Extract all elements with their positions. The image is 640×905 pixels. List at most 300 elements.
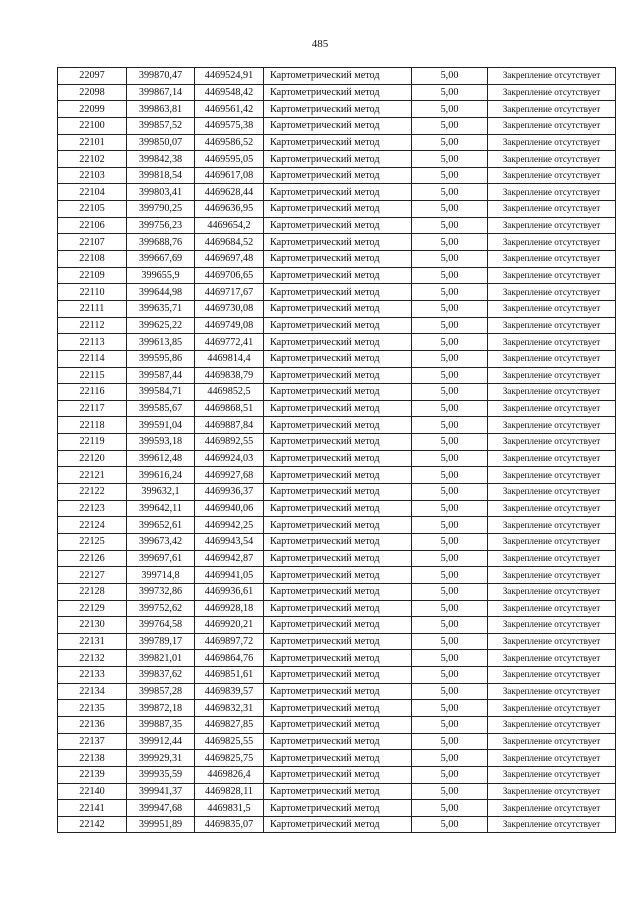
table-row (58, 750, 616, 767)
x-coordinate-cell: 399625,22 (127, 317, 195, 334)
x-coordinate-cell: 399584,71 (127, 384, 195, 401)
x-coordinate-cell: 399929,31 (127, 750, 195, 767)
fixing-note-cell: Закрепление отсутствует (488, 417, 616, 434)
y-coordinate-cell: 4469749,08 (195, 317, 264, 334)
table-row (58, 766, 616, 783)
table-row (58, 567, 616, 584)
accuracy-cell: 5,00 (412, 633, 488, 650)
accuracy-cell: 5,00 (412, 550, 488, 567)
x-coordinate-cell: 399644,98 (127, 284, 195, 301)
table-row (58, 68, 616, 85)
x-coordinate-cell: 399789,17 (127, 633, 195, 650)
table-row (58, 650, 616, 667)
point-number-cell: 22120 (58, 450, 127, 467)
point-number-cell: 22105 (58, 201, 127, 218)
x-coordinate-cell: 399947,68 (127, 800, 195, 817)
accuracy-cell: 5,00 (412, 400, 488, 417)
method-cell: Картометрический метод (264, 367, 412, 384)
fixing-note-cell: Закрепление отсутствует (488, 134, 616, 151)
y-coordinate-cell: 4469524,91 (195, 68, 264, 85)
point-number-cell: 22129 (58, 600, 127, 617)
method-cell: Картометрический метод (264, 683, 412, 700)
accuracy-cell: 5,00 (412, 201, 488, 218)
accuracy-cell: 5,00 (412, 600, 488, 617)
fixing-note-cell: Закрепление отсутствует (488, 716, 616, 733)
y-coordinate-cell: 4469825,75 (195, 750, 264, 767)
x-coordinate-cell: 399764,58 (127, 617, 195, 634)
method-cell: Картометрический метод (264, 267, 412, 284)
point-number-cell: 22097 (58, 68, 127, 85)
fixing-note-cell: Закрепление отсутствует (488, 450, 616, 467)
method-cell: Картометрический метод (264, 517, 412, 534)
accuracy-cell: 5,00 (412, 417, 488, 434)
table-body (58, 68, 616, 833)
table-row (58, 367, 616, 384)
point-number-cell: 22113 (58, 334, 127, 351)
fixing-note-cell: Закрепление отсутствует (488, 800, 616, 817)
fixing-note-cell: Закрепление отсутствует (488, 567, 616, 584)
x-coordinate-cell: 399655,9 (127, 267, 195, 284)
point-number-cell: 22141 (58, 800, 127, 817)
table-row (58, 700, 616, 717)
method-cell: Картометрический метод (264, 434, 412, 451)
table-row (58, 400, 616, 417)
method-cell: Картометрический метод (264, 101, 412, 118)
fixing-note-cell: Закрепление отсутствует (488, 600, 616, 617)
point-number-cell: 22126 (58, 550, 127, 567)
accuracy-cell: 5,00 (412, 667, 488, 684)
accuracy-cell: 5,00 (412, 500, 488, 517)
y-coordinate-cell: 4469825,55 (195, 733, 264, 750)
y-coordinate-cell: 4469575,38 (195, 117, 264, 134)
x-coordinate-cell: 399821,01 (127, 650, 195, 667)
table-row (58, 434, 616, 451)
y-coordinate-cell: 4469595,05 (195, 151, 264, 168)
method-cell: Картометрический метод (264, 384, 412, 401)
fixing-note-cell: Закрепление отсутствует (488, 84, 616, 101)
point-number-cell: 22116 (58, 384, 127, 401)
x-coordinate-cell: 399863,81 (127, 101, 195, 118)
x-coordinate-cell: 399642,11 (127, 500, 195, 517)
method-cell: Картометрический метод (264, 201, 412, 218)
accuracy-cell: 5,00 (412, 384, 488, 401)
accuracy-cell: 5,00 (412, 117, 488, 134)
method-cell: Картометрический метод (264, 800, 412, 817)
table-row (58, 300, 616, 317)
table-row (58, 783, 616, 800)
table-row (58, 484, 616, 501)
table-row (58, 467, 616, 484)
method-cell: Картометрический метод (264, 816, 412, 833)
method-cell: Картометрический метод (264, 84, 412, 101)
x-coordinate-cell: 399752,62 (127, 600, 195, 617)
accuracy-cell: 5,00 (412, 434, 488, 451)
y-coordinate-cell: 4469924,03 (195, 450, 264, 467)
method-cell: Картометрический метод (264, 251, 412, 268)
table-row (58, 583, 616, 600)
point-number-cell: 22111 (58, 300, 127, 317)
x-coordinate-cell: 399652,61 (127, 517, 195, 534)
accuracy-cell: 5,00 (412, 533, 488, 550)
x-coordinate-cell: 399887,35 (127, 716, 195, 733)
method-cell: Картометрический метод (264, 716, 412, 733)
accuracy-cell: 5,00 (412, 300, 488, 317)
x-coordinate-cell: 399595,86 (127, 350, 195, 367)
point-number-cell: 22119 (58, 434, 127, 451)
fixing-note-cell: Закрепление отсутствует (488, 317, 616, 334)
fixing-note-cell: Закрепление отсутствует (488, 234, 616, 251)
method-cell: Картометрический метод (264, 184, 412, 201)
x-coordinate-cell: 399632,1 (127, 484, 195, 501)
point-number-cell: 22134 (58, 683, 127, 700)
x-coordinate-cell: 399732,86 (127, 583, 195, 600)
y-coordinate-cell: 4469706,65 (195, 267, 264, 284)
accuracy-cell: 5,00 (412, 683, 488, 700)
y-coordinate-cell: 4469852,5 (195, 384, 264, 401)
fixing-note-cell: Закрепление отсутствует (488, 284, 616, 301)
y-coordinate-cell: 4469654,2 (195, 217, 264, 234)
x-coordinate-cell: 399673,42 (127, 533, 195, 550)
method-cell: Картометрический метод (264, 234, 412, 251)
method-cell: Картометрический метод (264, 400, 412, 417)
y-coordinate-cell: 4469927,68 (195, 467, 264, 484)
method-cell: Картометрический метод (264, 68, 412, 85)
point-number-cell: 22114 (58, 350, 127, 367)
point-number-cell: 22108 (58, 251, 127, 268)
x-coordinate-cell: 399837,62 (127, 667, 195, 684)
accuracy-cell: 5,00 (412, 484, 488, 501)
fixing-note-cell: Закрепление отсутствует (488, 467, 616, 484)
y-coordinate-cell: 4469832,31 (195, 700, 264, 717)
table-row (58, 217, 616, 234)
fixing-note-cell: Закрепление отсутствует (488, 251, 616, 268)
fixing-note-cell: Закрепление отсутствует (488, 733, 616, 750)
accuracy-cell: 5,00 (412, 517, 488, 534)
fixing-note-cell: Закрепление отсутствует (488, 101, 616, 118)
y-coordinate-cell: 4469868,51 (195, 400, 264, 417)
y-coordinate-cell: 4469920,21 (195, 617, 264, 634)
point-number-cell: 22100 (58, 117, 127, 134)
y-coordinate-cell: 4469851,61 (195, 667, 264, 684)
fixing-note-cell: Закрепление отсутствует (488, 750, 616, 767)
point-number-cell: 22122 (58, 484, 127, 501)
fixing-note-cell: Закрепление отсутствует (488, 816, 616, 833)
fixing-note-cell: Закрепление отсутствует (488, 334, 616, 351)
method-cell: Картометрический метод (264, 583, 412, 600)
table-row (58, 533, 616, 550)
method-cell: Картометрический метод (264, 300, 412, 317)
point-number-cell: 22128 (58, 583, 127, 600)
accuracy-cell: 5,00 (412, 234, 488, 251)
method-cell: Картометрический метод (264, 467, 412, 484)
y-coordinate-cell: 4469561,42 (195, 101, 264, 118)
accuracy-cell: 5,00 (412, 716, 488, 733)
point-number-cell: 22099 (58, 101, 127, 118)
accuracy-cell: 5,00 (412, 217, 488, 234)
fixing-note-cell: Закрепление отсутствует (488, 117, 616, 134)
method-cell: Картометрический метод (264, 350, 412, 367)
point-number-cell: 22115 (58, 367, 127, 384)
table-row (58, 184, 616, 201)
fixing-note-cell: Закрепление отсутствует (488, 184, 616, 201)
accuracy-cell: 5,00 (412, 800, 488, 817)
accuracy-cell: 5,00 (412, 617, 488, 634)
method-cell: Картометрический метод (264, 284, 412, 301)
accuracy-cell: 5,00 (412, 783, 488, 800)
method-cell: Картометрический метод (264, 533, 412, 550)
fixing-note-cell: Закрепление отсутствует (488, 434, 616, 451)
accuracy-cell: 5,00 (412, 467, 488, 484)
fixing-note-cell: Закрепление отсутствует (488, 633, 616, 650)
table-row (58, 201, 616, 218)
point-number-cell: 22136 (58, 716, 127, 733)
y-coordinate-cell: 4469826,4 (195, 766, 264, 783)
y-coordinate-cell: 4469831,5 (195, 800, 264, 817)
method-cell: Картометрический метод (264, 700, 412, 717)
point-number-cell: 22102 (58, 151, 127, 168)
table-row (58, 284, 616, 301)
fixing-note-cell: Закрепление отсутствует (488, 667, 616, 684)
table-row (58, 816, 616, 833)
fixing-note-cell: Закрепление отсутствует (488, 484, 616, 501)
x-coordinate-cell: 399612,48 (127, 450, 195, 467)
table-row (58, 800, 616, 817)
table-row (58, 317, 616, 334)
fixing-note-cell: Закрепление отсутствует (488, 650, 616, 667)
y-coordinate-cell: 4469941,05 (195, 567, 264, 584)
fixing-note-cell: Закрепление отсутствует (488, 201, 616, 218)
accuracy-cell: 5,00 (412, 151, 488, 168)
point-number-cell: 22109 (58, 267, 127, 284)
y-coordinate-cell: 4469892,55 (195, 434, 264, 451)
y-coordinate-cell: 4469887,84 (195, 417, 264, 434)
fixing-note-cell: Закрепление отсутствует (488, 517, 616, 534)
y-coordinate-cell: 4469940,06 (195, 500, 264, 517)
x-coordinate-cell: 399951,89 (127, 816, 195, 833)
table-row (58, 600, 616, 617)
method-cell: Картометрический метод (264, 134, 412, 151)
x-coordinate-cell: 399867,14 (127, 84, 195, 101)
point-number-cell: 22142 (58, 816, 127, 833)
y-coordinate-cell: 4469942,87 (195, 550, 264, 567)
table-row (58, 450, 616, 467)
method-cell: Картометрический метод (264, 750, 412, 767)
x-coordinate-cell: 399635,71 (127, 300, 195, 317)
x-coordinate-cell: 399756,23 (127, 217, 195, 234)
y-coordinate-cell: 4469717,67 (195, 284, 264, 301)
method-cell: Картометрический метод (264, 167, 412, 184)
table-row (58, 384, 616, 401)
x-coordinate-cell: 399593,18 (127, 434, 195, 451)
fixing-note-cell: Закрепление отсутствует (488, 151, 616, 168)
point-number-cell: 22132 (58, 650, 127, 667)
y-coordinate-cell: 4469684,52 (195, 234, 264, 251)
y-coordinate-cell: 4469636,95 (195, 201, 264, 218)
fixing-note-cell: Закрепление отсутствует (488, 617, 616, 634)
method-cell: Картометрический метод (264, 217, 412, 234)
table-row (58, 101, 616, 118)
fixing-note-cell: Закрепление отсутствует (488, 267, 616, 284)
x-coordinate-cell: 399912,44 (127, 733, 195, 750)
x-coordinate-cell: 399850,07 (127, 134, 195, 151)
table-row (58, 151, 616, 168)
point-number-cell: 22138 (58, 750, 127, 767)
fixing-note-cell: Закрепление отсутствует (488, 783, 616, 800)
point-number-cell: 22106 (58, 217, 127, 234)
accuracy-cell: 5,00 (412, 167, 488, 184)
fixing-note-cell: Закрепление отсутствует (488, 350, 616, 367)
x-coordinate-cell: 399842,38 (127, 151, 195, 168)
fixing-note-cell: Закрепление отсутствует (488, 167, 616, 184)
table-row (58, 134, 616, 151)
point-number-cell: 22130 (58, 617, 127, 634)
x-coordinate-cell: 399935,59 (127, 766, 195, 783)
x-coordinate-cell: 399585,67 (127, 400, 195, 417)
table-row (58, 716, 616, 733)
y-coordinate-cell: 4469838,79 (195, 367, 264, 384)
fixing-note-cell: Закрепление отсутствует (488, 68, 616, 85)
method-cell: Картометрический метод (264, 484, 412, 501)
table-row (58, 550, 616, 567)
accuracy-cell: 5,00 (412, 134, 488, 151)
table-row (58, 84, 616, 101)
y-coordinate-cell: 4469942,25 (195, 517, 264, 534)
fixing-note-cell: Закрепление отсутствует (488, 683, 616, 700)
method-cell: Картометрический метод (264, 600, 412, 617)
fixing-note-cell: Закрепление отсутствует (488, 300, 616, 317)
accuracy-cell: 5,00 (412, 816, 488, 833)
x-coordinate-cell: 399818,54 (127, 167, 195, 184)
accuracy-cell: 5,00 (412, 251, 488, 268)
table-row (58, 500, 616, 517)
accuracy-cell: 5,00 (412, 650, 488, 667)
method-cell: Картометрический метод (264, 417, 412, 434)
x-coordinate-cell: 399697,61 (127, 550, 195, 567)
point-number-cell: 22110 (58, 284, 127, 301)
method-cell: Картометрический метод (264, 733, 412, 750)
table-row (58, 683, 616, 700)
accuracy-cell: 5,00 (412, 567, 488, 584)
x-coordinate-cell: 399857,28 (127, 683, 195, 700)
y-coordinate-cell: 4469897,72 (195, 633, 264, 650)
method-cell: Картометрический метод (264, 567, 412, 584)
y-coordinate-cell: 4469617,08 (195, 167, 264, 184)
y-coordinate-cell: 4469864,76 (195, 650, 264, 667)
x-coordinate-cell: 399872,18 (127, 700, 195, 717)
y-coordinate-cell: 4469772,41 (195, 334, 264, 351)
accuracy-cell: 5,00 (412, 267, 488, 284)
point-number-cell: 22104 (58, 184, 127, 201)
method-cell: Картометрический метод (264, 450, 412, 467)
table-row (58, 733, 616, 750)
point-number-cell: 22121 (58, 467, 127, 484)
method-cell: Картометрический метод (264, 633, 412, 650)
y-coordinate-cell: 4469827,85 (195, 716, 264, 733)
fixing-note-cell: Закрепление отсутствует (488, 367, 616, 384)
table-row (58, 334, 616, 351)
y-coordinate-cell: 4469730,08 (195, 300, 264, 317)
accuracy-cell: 5,00 (412, 184, 488, 201)
accuracy-cell: 5,00 (412, 84, 488, 101)
y-coordinate-cell: 4469586,52 (195, 134, 264, 151)
method-cell: Картометрический метод (264, 766, 412, 783)
x-coordinate-cell: 399667,69 (127, 251, 195, 268)
x-coordinate-cell: 399790,25 (127, 201, 195, 218)
x-coordinate-cell: 399803,41 (127, 184, 195, 201)
point-number-cell: 22140 (58, 783, 127, 800)
accuracy-cell: 5,00 (412, 766, 488, 783)
point-number-cell: 22123 (58, 500, 127, 517)
x-coordinate-cell: 399870,47 (127, 68, 195, 85)
table-row (58, 117, 616, 134)
method-cell: Картометрический метод (264, 617, 412, 634)
x-coordinate-cell: 399941,37 (127, 783, 195, 800)
y-coordinate-cell: 4469835,07 (195, 816, 264, 833)
y-coordinate-cell: 4469628,44 (195, 184, 264, 201)
x-coordinate-cell: 399714,8 (127, 567, 195, 584)
x-coordinate-cell: 399616,24 (127, 467, 195, 484)
accuracy-cell: 5,00 (412, 284, 488, 301)
y-coordinate-cell: 4469828,11 (195, 783, 264, 800)
coordinates-table (57, 67, 616, 833)
point-number-cell: 22139 (58, 766, 127, 783)
accuracy-cell: 5,00 (412, 101, 488, 118)
point-number-cell: 22137 (58, 733, 127, 750)
method-cell: Картометрический метод (264, 151, 412, 168)
method-cell: Картометрический метод (264, 317, 412, 334)
method-cell: Картометрический метод (264, 667, 412, 684)
x-coordinate-cell: 399587,44 (127, 367, 195, 384)
table-row (58, 617, 616, 634)
table-row (58, 350, 616, 367)
table-row (58, 667, 616, 684)
x-coordinate-cell: 399613,85 (127, 334, 195, 351)
accuracy-cell: 5,00 (412, 334, 488, 351)
y-coordinate-cell: 4469928,18 (195, 600, 264, 617)
table-row (58, 167, 616, 184)
x-coordinate-cell: 399857,52 (127, 117, 195, 134)
fixing-note-cell: Закрепление отсутствует (488, 583, 616, 600)
accuracy-cell: 5,00 (412, 350, 488, 367)
accuracy-cell: 5,00 (412, 317, 488, 334)
fixing-note-cell: Закрепление отсутствует (488, 550, 616, 567)
y-coordinate-cell: 4469936,37 (195, 484, 264, 501)
table-row (58, 251, 616, 268)
method-cell: Картометрический метод (264, 783, 412, 800)
table-row (58, 267, 616, 284)
y-coordinate-cell: 4469936,61 (195, 583, 264, 600)
accuracy-cell: 5,00 (412, 367, 488, 384)
method-cell: Картометрический метод (264, 550, 412, 567)
accuracy-cell: 5,00 (412, 700, 488, 717)
y-coordinate-cell: 4469697,48 (195, 251, 264, 268)
accuracy-cell: 5,00 (412, 68, 488, 85)
point-number-cell: 22131 (58, 633, 127, 650)
y-coordinate-cell: 4469839,57 (195, 683, 264, 700)
point-number-cell: 22107 (58, 234, 127, 251)
point-number-cell: 22125 (58, 533, 127, 550)
accuracy-cell: 5,00 (412, 750, 488, 767)
point-number-cell: 22101 (58, 134, 127, 151)
fixing-note-cell: Закрепление отсутствует (488, 217, 616, 234)
method-cell: Картометрический метод (264, 500, 412, 517)
point-number-cell: 22124 (58, 517, 127, 534)
fixing-note-cell: Закрепление отсутствует (488, 533, 616, 550)
y-coordinate-cell: 4469548,42 (195, 84, 264, 101)
method-cell: Картометрический метод (264, 334, 412, 351)
page-number: 485 (311, 38, 329, 50)
method-cell: Картометрический метод (264, 117, 412, 134)
